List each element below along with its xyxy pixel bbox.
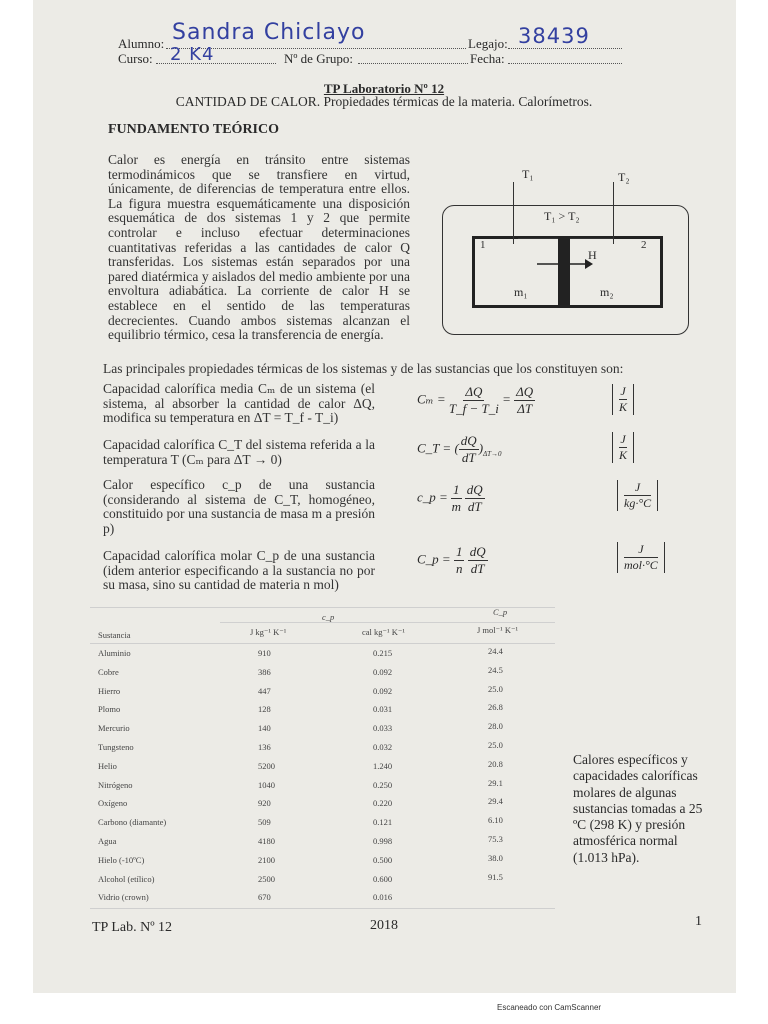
legajo-handwritten-value: 38439 bbox=[518, 24, 590, 48]
table-cell-value: 0.600 bbox=[373, 873, 393, 884]
table-cell-value: 20.8 bbox=[488, 758, 503, 769]
table-cell-substance: Alcohol (etílico) bbox=[98, 873, 155, 884]
table-cell-substance: Oxígeno bbox=[98, 798, 128, 809]
table-cell-value: 670 bbox=[258, 892, 271, 903]
t1-label: T₁ bbox=[522, 167, 534, 181]
fraction bbox=[451, 482, 462, 515]
table-cell-value: 91.5 bbox=[488, 871, 503, 882]
intro-paragraph: Calor es energía en tránsito entre sistemas termodinámicos que se transfiere en virtud, únicamente, de diferencias de temperatura entre ellos. La figura muestra esquemáticamente una disposición esquemática de dos sistemas 1 y 2 que permite controlar e incluso efectuar determinaciones cuantitativas referidas a las cantidades de calor Q transferidas. Los sistemas están separados por una pared diatérmica y aislados del medio ambiente por una envoltura adiabática. La corriente de calor H se establece en el sentido de las temperaturas decrecientes. Cuando ambos sistemas alcanzan el equilibrio térmico, cesa la transferencia de energía. bbox=[108, 152, 410, 343]
grupo-dotted-line bbox=[358, 63, 468, 64]
mass-2-label: m₂ bbox=[600, 285, 614, 299]
unit-numerator: J bbox=[624, 480, 651, 496]
table-bottom-rule bbox=[90, 908, 555, 909]
section-heading: FUNDAMENTO TEÓRICO bbox=[108, 122, 280, 137]
table-cell-substance: Mercurio bbox=[98, 723, 130, 734]
table-cell-value: 24.4 bbox=[488, 646, 503, 656]
system-1-label: 1 bbox=[480, 239, 486, 251]
mass-1-label: m₁ bbox=[514, 285, 528, 299]
table-header-cal-kg-k: cal kg⁻¹ K⁻¹ bbox=[362, 627, 405, 637]
table-cell-substance: Helio bbox=[98, 760, 117, 771]
numerator: 1 bbox=[453, 482, 460, 497]
table-cell-value: 0.250 bbox=[373, 779, 393, 790]
table-header-substance: Sustancia bbox=[98, 630, 131, 640]
table-cell-value: 910 bbox=[258, 648, 271, 658]
unit-numerator: J bbox=[620, 432, 626, 446]
table-cell-value: 1.240 bbox=[373, 760, 393, 771]
unit-denominator: kg·°C bbox=[624, 496, 652, 510]
denominator: n bbox=[455, 561, 463, 576]
table-cell-value: 0.016 bbox=[373, 892, 393, 903]
footer-year: 2018 bbox=[370, 918, 398, 933]
denominator: dT bbox=[470, 561, 485, 576]
numerator: ΔQ bbox=[465, 384, 483, 399]
table-cell-value: 0.220 bbox=[373, 798, 393, 809]
fecha-label: Fecha: bbox=[470, 51, 505, 66]
heat-flow-arrow-icon bbox=[535, 255, 595, 273]
unit-bracket bbox=[617, 542, 665, 573]
table-group-header-cp: c_p bbox=[322, 612, 335, 622]
table-cell-value: 4180 bbox=[258, 836, 275, 846]
table-cell-value: 509 bbox=[258, 817, 271, 828]
table-cell-substance: Tungsteno bbox=[98, 742, 134, 752]
table-group-rule bbox=[220, 622, 555, 623]
table-cell-substance: Agua bbox=[98, 836, 117, 846]
t2-tick bbox=[570, 238, 613, 239]
table-caption: Calores específicos y capacidades caloríficas molares de algunas sustancias tomadas a 25 ºC (298 K) y presión atmosférica normal (1.013 hPa). bbox=[573, 752, 703, 865]
numerator: ΔQ bbox=[516, 384, 534, 399]
unit-numerator: J bbox=[620, 384, 626, 398]
unit-numerator: J bbox=[624, 542, 658, 558]
unit-denominator: K bbox=[619, 448, 628, 462]
table-header-rule bbox=[90, 643, 555, 644]
fraction bbox=[514, 384, 535, 417]
table-group-header-molar: C_p bbox=[493, 607, 508, 617]
alumno-label: Alumno: bbox=[118, 36, 165, 51]
alumno-handwritten-value: Sandra Chiclayo bbox=[172, 20, 366, 45]
table-cell-value: 28.0 bbox=[488, 721, 503, 732]
table-cell-value: 26.8 bbox=[488, 702, 503, 713]
table-cell-value: 25.0 bbox=[488, 683, 503, 694]
table-cell-value: 38.0 bbox=[488, 852, 503, 863]
table-cell-substance: Cobre bbox=[98, 666, 119, 677]
properties-intro: Las principales propiedades térmicas de los sistemas y de las sustancias que los constituyen son: bbox=[103, 361, 624, 376]
property-specific-heat-text: Calor específico c_p de una sustancia (considerando al sistema de C_T, homogéneo, constituido por una sustancia de masa m a presión p) bbox=[103, 477, 375, 536]
table-cell-value: 29.4 bbox=[488, 796, 503, 807]
table-cell-value: 5200 bbox=[258, 760, 275, 771]
curso-handwritten-value: 2 K4 bbox=[170, 44, 215, 65]
table-cell-substance: Hielo (-10ºC) bbox=[98, 854, 145, 865]
denominator: T_f − T_i bbox=[448, 401, 499, 416]
table-top-rule bbox=[90, 607, 555, 608]
grupo-label: Nº de Grupo: bbox=[284, 51, 354, 66]
property-mean-heat-capacity-text: Capacidad calorífica media Cₘ de un sistema (el sistema, al absorber la cantidad de calor ΔQ, modifica su temperatura en ΔT = T_f - T_i) bbox=[103, 381, 375, 426]
table-cell-value: 920 bbox=[258, 798, 271, 809]
fraction bbox=[468, 544, 488, 577]
fecha-dotted-line bbox=[508, 63, 622, 64]
fraction bbox=[459, 433, 479, 466]
denominator: dT bbox=[467, 499, 482, 514]
t1-tick bbox=[518, 238, 558, 239]
table-cell-value: 25.0 bbox=[488, 740, 503, 750]
unit-bracket bbox=[617, 480, 658, 511]
fraction bbox=[465, 482, 485, 515]
fraction bbox=[454, 544, 465, 577]
table-cell-value: 0.092 bbox=[373, 666, 393, 677]
table-cell-value: 386 bbox=[258, 666, 271, 677]
formula-mean-heat-capacity: Cₘ = $\frac{\Delta Q}{T\_f - T\_i}$ = $\frac{\Delta Q}{\Delta T}$ bbox=[417, 384, 534, 416]
formula-heat-capacity: C_T = ( $\frac{dQ}{dT}$ )$_{\Delta T\to 0}$ bbox=[417, 433, 502, 465]
numerator: dQ bbox=[469, 544, 486, 559]
table-cell-substance: Hierro bbox=[98, 685, 121, 696]
table-cell-substance: Aluminio bbox=[98, 648, 131, 658]
table-cell-value: 75.3 bbox=[488, 834, 503, 844]
table-cell-substance: Plomo bbox=[98, 704, 121, 715]
table-cell-value: 136 bbox=[258, 742, 271, 752]
table-cell-value: 6.10 bbox=[488, 815, 503, 826]
table-cell-value: 24.5 bbox=[488, 664, 503, 675]
fraction bbox=[449, 384, 499, 417]
property-molar-heat-capacity-text: Capacidad calorífica molar C_p de una sustancia (idem anterior especificando a la sustancia no por su masa, sino su cantidad de materia n mol) bbox=[103, 548, 375, 593]
legajo-label: Legajo: bbox=[468, 36, 508, 51]
formula-molar-heat-capacity bbox=[417, 544, 488, 577]
table-cell-value: 29.1 bbox=[488, 777, 503, 788]
curso-label: Curso: bbox=[118, 51, 153, 66]
denominator: dT bbox=[461, 450, 476, 465]
table-cell-value: 447 bbox=[258, 685, 271, 696]
table-cell-substance: Nitrógeno bbox=[98, 779, 133, 790]
table-cell-value: 2500 bbox=[258, 873, 275, 884]
table-cell-substance: Carbono (diamante) bbox=[98, 817, 167, 828]
table-cell-value: 0.092 bbox=[373, 685, 393, 696]
system-2-label: 2 bbox=[641, 239, 647, 251]
scanner-watermark: Escaneado con CamScanner bbox=[497, 1003, 602, 1012]
title-subtitle: CANTIDAD DE CALOR. Propiedades térmicas de la materia. Calorímetros. bbox=[175, 94, 593, 109]
numerator: dQ bbox=[466, 482, 483, 497]
formula-lhs: C_p = bbox=[417, 551, 451, 567]
formula-lhs: c_p = bbox=[417, 489, 448, 505]
thermometer-t1 bbox=[513, 182, 514, 244]
table-cell-value: 0.215 bbox=[373, 648, 393, 658]
table-cell-value: 0.033 bbox=[373, 723, 393, 734]
formula-specific-heat bbox=[417, 482, 485, 515]
title-main: TP Laboratorio Nº 12 bbox=[323, 81, 445, 96]
denominator: m bbox=[451, 499, 461, 514]
unit-bracket bbox=[612, 384, 634, 415]
page-number: 1 bbox=[695, 914, 702, 929]
table-cell-value: 2100 bbox=[258, 854, 275, 865]
table-cell-value: 0.031 bbox=[373, 704, 393, 715]
unit-bracket bbox=[612, 432, 634, 463]
thermometer-t2 bbox=[613, 182, 614, 244]
table-cell-value: 140 bbox=[258, 723, 271, 734]
legajo-dotted-line bbox=[508, 48, 622, 49]
numerator: 1 bbox=[455, 544, 463, 559]
heat-current-label: H bbox=[588, 248, 597, 262]
table-cell-value: 0.121 bbox=[373, 817, 393, 828]
t2-label: T₂ bbox=[618, 170, 630, 184]
footer-left: TP Lab. Nº 12 bbox=[92, 920, 173, 935]
temperature-condition: T₁ > T₂ bbox=[544, 209, 580, 223]
limit-subscript: ΔT→0 bbox=[483, 450, 502, 459]
table-header-j-kg-k: J kg⁻¹ K⁻¹ bbox=[250, 627, 287, 637]
numerator: dQ bbox=[460, 433, 477, 448]
property-heat-capacity-text: Capacidad calorífica C_T del sistema referida a la temperatura T (Cₘ para ΔT → 0) bbox=[103, 437, 375, 467]
table-cell-value: 0.032 bbox=[373, 742, 393, 752]
table-cell-value: 0.500 bbox=[373, 854, 393, 865]
formula-lhs: C_T = bbox=[417, 440, 452, 456]
denominator: ΔT bbox=[517, 401, 533, 416]
table-cell-value: 1040 bbox=[258, 779, 275, 790]
unit-denominator: K bbox=[619, 400, 628, 414]
table-cell-value: 0.998 bbox=[373, 836, 393, 846]
table-header-j-mol-k: J mol⁻¹ K⁻¹ bbox=[477, 625, 518, 635]
table-cell-substance: Vidrio (crown) bbox=[98, 892, 149, 903]
formula-lhs: Cₘ = bbox=[417, 391, 446, 407]
unit-denominator: mol·°C bbox=[624, 558, 658, 572]
table-cell-value: 128 bbox=[258, 704, 271, 715]
